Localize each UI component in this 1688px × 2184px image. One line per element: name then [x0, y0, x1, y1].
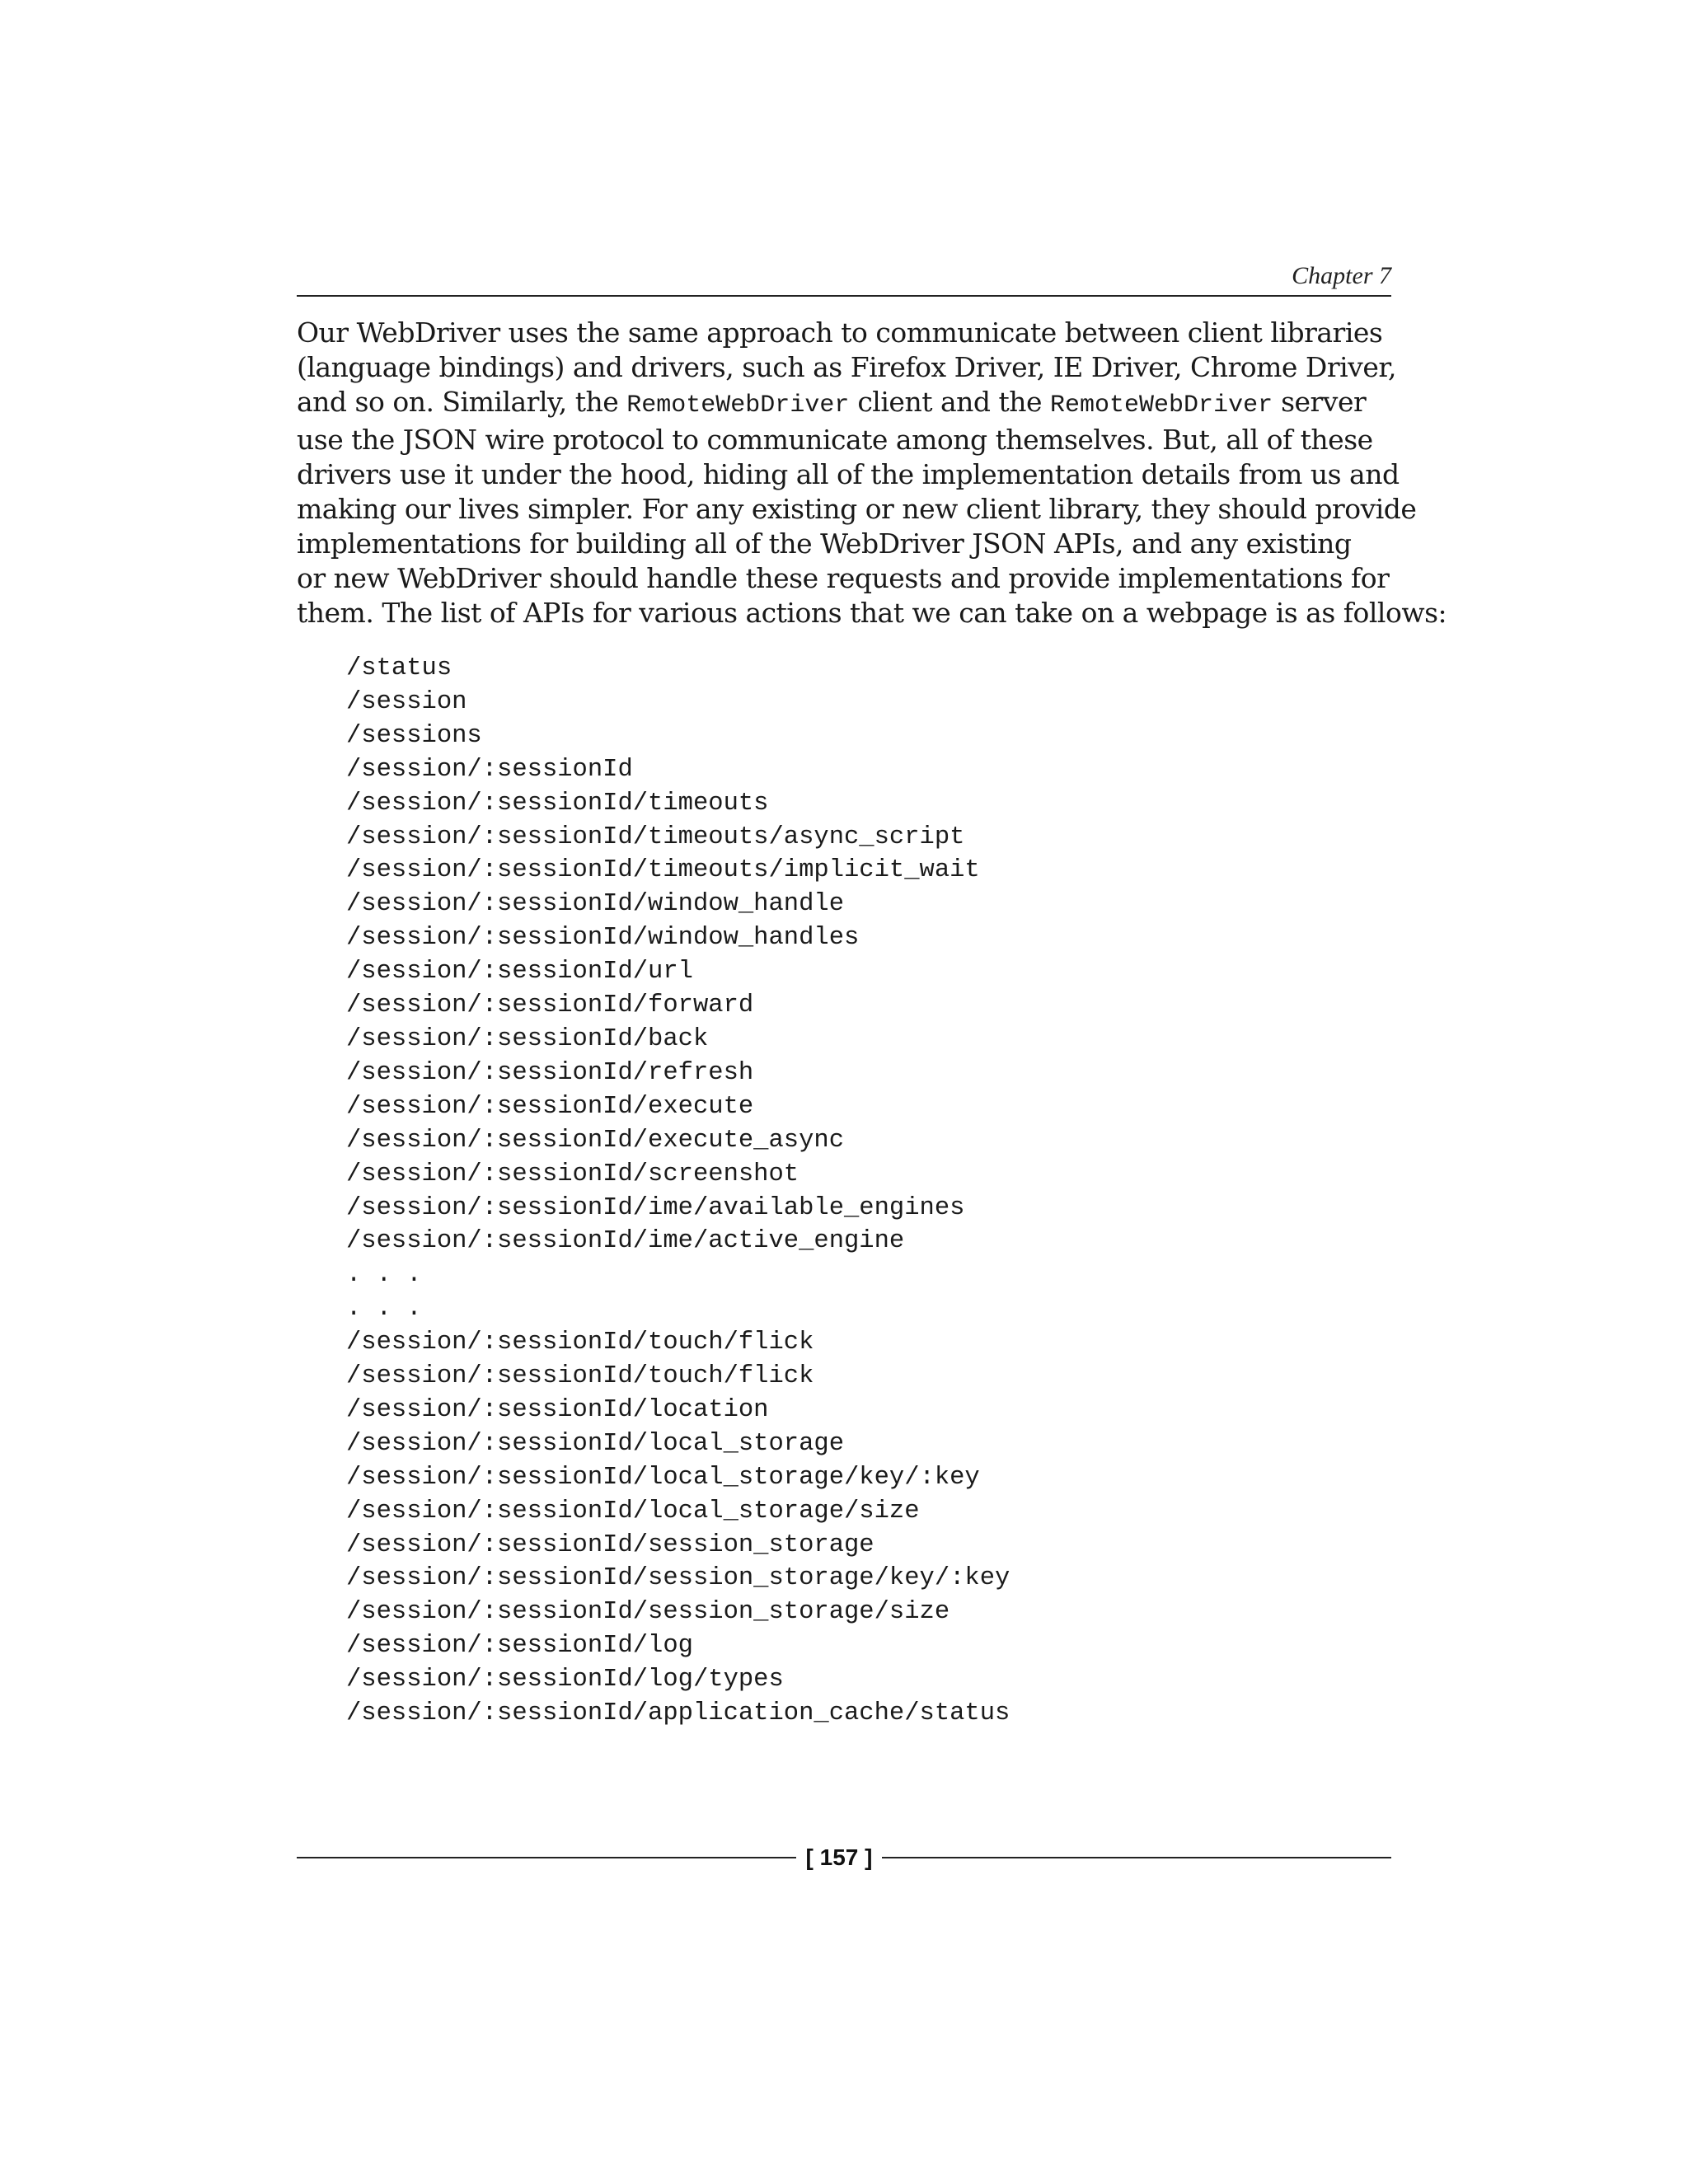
- api-endpoint: /session/:sessionId/touch/flick: [346, 1362, 814, 1391]
- api-endpoint: /session/:sessionId/window_handle: [346, 890, 844, 919]
- api-endpoint: /session/:sessionId/execute: [346, 1092, 754, 1121]
- paragraph-text: Our WebDriver uses the same approach to communicate between client libraries: [297, 316, 1383, 349]
- api-endpoint: /session/:sessionId/local_storage/key/:key: [346, 1463, 980, 1492]
- api-endpoint: /session/:sessionId/ime/available_engines: [346, 1193, 965, 1222]
- footer-rule-right: [882, 1857, 1391, 1858]
- api-endpoint: /session/:sessionId/back: [346, 1024, 709, 1053]
- body-paragraph: [297, 316, 1447, 630]
- api-endpoint: /session/:sessionId/log: [346, 1632, 693, 1661]
- paragraph-line: [297, 385, 1401, 423]
- ellipsis-line: . . .: [346, 1261, 422, 1290]
- api-endpoint: /session/:sessionId/execute_async: [346, 1126, 844, 1155]
- paragraph-text: (language bindings) and drivers, such as Firefox Driver, IE Driver, Chrome Driver,: [297, 351, 1396, 383]
- paragraph-line: [297, 350, 1401, 385]
- api-endpoint: /session: [346, 687, 467, 716]
- api-endpoint: /session/:sessionId/touch/flick: [346, 1329, 814, 1357]
- paragraph-line: [297, 561, 1401, 596]
- paragraph-text: them. The list of APIs for various actions that we can take on a webpage is as follows:: [297, 597, 1447, 629]
- paragraph-line: [297, 527, 1401, 561]
- page-footer: [297, 1840, 1391, 1876]
- api-endpoint: /session/:sessionId/local_storage/size: [346, 1497, 920, 1526]
- api-endpoint: /session/:sessionId/session_storage: [346, 1530, 874, 1559]
- api-endpoint: /session/:sessionId/log/types: [346, 1666, 784, 1694]
- paragraph-text: and so on. Similarly, the: [297, 386, 627, 418]
- page-number: [ 157 ]: [805, 1844, 873, 1870]
- api-endpoint: /session/:sessionId/timeouts/async_script: [346, 823, 965, 851]
- api-endpoint-list: [346, 652, 1010, 1731]
- inline-code-remotewebdriver: RemoteWebDriver: [626, 391, 850, 419]
- api-endpoint: /session/:sessionId/url: [346, 958, 693, 987]
- paragraph-line: [297, 423, 1401, 457]
- api-endpoint: /session/:sessionId/local_storage: [346, 1429, 844, 1458]
- paragraph-line: [297, 457, 1401, 492]
- api-endpoint: /sessions: [346, 721, 482, 750]
- paragraph-text: server: [1273, 386, 1367, 418]
- api-endpoint: /session/:sessionId/session_storage/size: [346, 1598, 950, 1627]
- chapter-label: Chapter 7: [1292, 262, 1391, 289]
- api-endpoint: /session/:sessionId/timeouts/implicit_wait: [346, 856, 980, 885]
- paragraph-text: implementations for building all of the WebDriver JSON APIs, and any existing: [297, 527, 1352, 560]
- api-endpoint: /session/:sessionId/location: [346, 1395, 769, 1424]
- api-endpoint: /session/:sessionId/window_handles: [346, 924, 860, 953]
- api-endpoint: /session/:sessionId/refresh: [346, 1058, 754, 1087]
- ellipsis-line: . . .: [346, 1295, 422, 1324]
- paragraph-line: [297, 316, 1401, 350]
- api-endpoint: /session/:sessionId/application_cache/status: [346, 1699, 1010, 1728]
- api-endpoint: /session/:sessionId/forward: [346, 991, 754, 1020]
- paragraph-line: [297, 596, 1447, 630]
- page-header: [297, 255, 1391, 297]
- paragraph-text: drivers use it under the hood, hiding all of the implementation details from us and: [297, 458, 1400, 490]
- paragraph-text: or new WebDriver should handle these requests and provide implementations for: [297, 562, 1390, 594]
- paragraph-text: making our lives simpler. For any existing or new client library, they should provide: [297, 493, 1417, 525]
- inline-code-remotewebdriver: RemoteWebDriver: [1050, 391, 1273, 419]
- api-endpoint: /session/:sessionId: [346, 755, 633, 784]
- paragraph-line: [297, 492, 1417, 527]
- api-endpoint: /session/:sessionId/screenshot: [346, 1160, 799, 1188]
- api-endpoint: /status: [346, 654, 452, 682]
- paragraph-text: use the JSON wire protocol to communicate among themselves. But, all of these: [297, 424, 1373, 456]
- api-endpoint: /session/:sessionId/timeouts: [346, 789, 769, 818]
- api-endpoint: /session/:sessionId/session_storage/key/:key: [346, 1564, 1010, 1593]
- paragraph-text: client and the: [849, 386, 1051, 418]
- footer-rule-left: [297, 1857, 796, 1858]
- api-endpoint: /session/:sessionId/ime/active_engine: [346, 1227, 905, 1256]
